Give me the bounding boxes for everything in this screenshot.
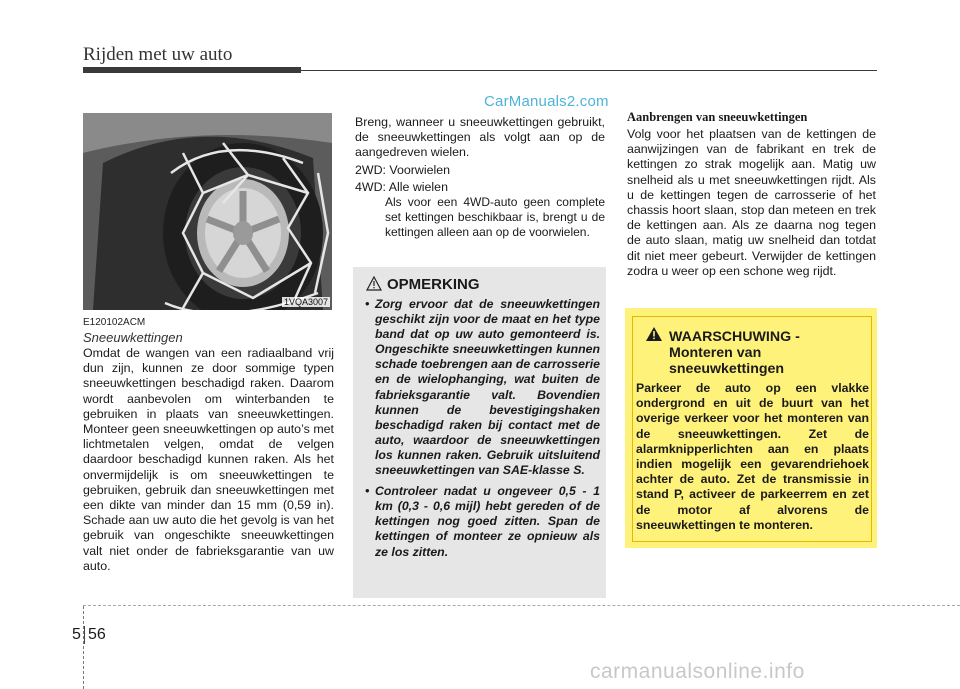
snow-chain-photo — [83, 113, 332, 310]
warning-title — [669, 329, 859, 377]
warning-title-line2: Monteren van sneeuwkettingen — [669, 345, 785, 377]
page-number-separator — [84, 626, 85, 644]
tire-with-chain-illustration — [83, 113, 332, 310]
section-number: 5 — [72, 626, 81, 643]
photo-code: 1VQA3007 — [283, 297, 328, 307]
warning-triangle-icon — [645, 326, 663, 342]
middle-intro: Breng, wanneer u sneeuwkettingen gebruikt, de sneeuwkettingen als volgt aan op de aangedreven wielen. — [355, 115, 605, 160]
watermark-bottom[interactable]: carmanualsonline.info — [590, 660, 805, 683]
warning-body: Parkeer de auto op een vlakke ondergrond en uit de buurt van het overige verkeer voor het monteren van de sneeuwkettingen. Zet de alarmknipperlichten aan en plaats indien mogelijk een gevarendriehoek achter de auto. Zet de transmissie in stand P, activeer de parkeerrem en zet de motor af alvorens de sneeuwkettingen te monteren. — [636, 381, 869, 532]
page-number: 56 — [88, 626, 106, 643]
indent-note: Als voor een 4WD-auto geen complete set kettingen beschikbaar is, brengt u de kettingen alleen aan op de voorwielen. — [385, 195, 605, 239]
note-title: OPMERKING — [387, 276, 480, 293]
section-paragraph: Omdat de wangen van een radiaalband vrij dun zijn, kunnen ze door sommige typen sneeuwkettingen beschadigd raken. Daarom wordt aanbevolen om winterbanden te gebruiken in plaats van sneeuwkettingen. Monteer geen sneeuwkettingen op auto’s met lichtmetalen velgen, omdat de velgen daardoor beschadigd kunnen raken. Als het onvermijdelijk is om sneeuwkettingen te gebruiken, gebruik dan sneeuwkettingen met een dikte van minder dan 15 mm (0,59 in). Schade aan uw auto die het gevolg is van het gebruik van ongeschikte sneeuwkettingen valt niet onder de fabrieksgarantie van uw auto. — [83, 346, 334, 573]
header-rule — [301, 70, 877, 71]
note-box — [353, 267, 606, 598]
footer-rule — [83, 605, 960, 606]
right-paragraph: Volg voor het plaatsen van de kettingen de aanwijzingen van de fabrikant en trek de kettingen zo strak mogelijk aan. Matig uw snelheid als u met sneeuwkettingen rijdt. Als u de kettingen tegen de carrosserie of het chassis hoort slaan, stop dan meteen en trek de kettingen aan. Als ze daarna nog tegen de auto slaan, matig uw snelheid dan totdat dit niet meer gebeurt. Verwijder de kettingen zodra u weer op een schone weg rijdt. — [627, 127, 876, 278]
caution-icon — [366, 276, 382, 291]
section-subtitle: Sneeuwkettingen — [83, 330, 183, 345]
warning-box — [625, 308, 877, 548]
middle-column — [355, 115, 605, 239]
note-item: • Controleer nadat u ongeveer 0,5 - 1 km (0,3 - 0,6 mijl) hebt gereden of de kettingen nog goed zitten. Span de kettingen of monteer ze opnieuw als ze los zitten. — [363, 484, 600, 559]
header-bar — [83, 67, 301, 73]
footer-vertical-rule — [83, 606, 85, 689]
note-item: • Zorg ervoor dat de sneeuwkettingen geschikt zijn voor de maat en het type band dat op uw auto gemonteerd is. Ongeschikte sneeuwkettingen kunnen schade toebrengen aan de carrosserie en de wielophanging, wat buiten de fabrieksgarantie valt. Bovendien kunnen de bevestigingshaken beschadigd raken bij contact met de auto, waardoor de sneeuwkettingen los kunnen raken. Gebruik uitsluitend sneeuwkettingen van SAE-klasse S. — [363, 297, 600, 478]
page-header-title: Rijden met uw auto — [83, 44, 233, 65]
line-2wd: 2WD: Voorwielen — [355, 162, 451, 177]
warning-frame — [632, 316, 872, 542]
watermark-top[interactable]: CarManuals2.com — [484, 93, 609, 110]
right-heading: Aanbrengen van sneeuwkettingen — [627, 110, 808, 124]
warning-title-line1: WAARSCHUWING - — [669, 329, 800, 345]
section-code: E120102ACM — [83, 317, 146, 328]
line-4wd: 4WD: Alle wielen — [355, 179, 448, 194]
note-body — [363, 297, 600, 566]
